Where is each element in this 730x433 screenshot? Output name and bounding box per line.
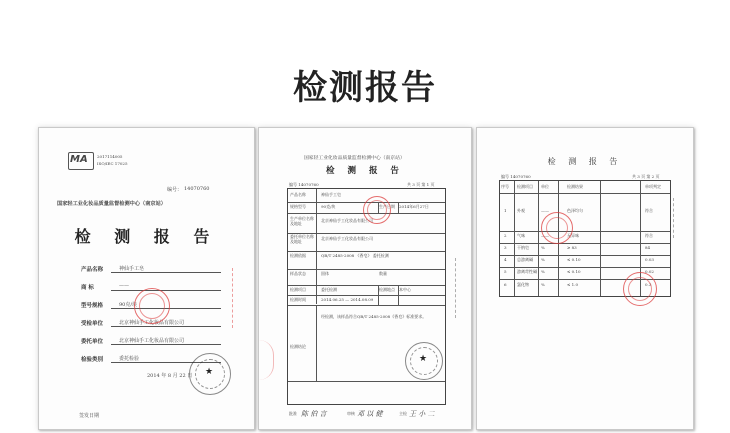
field-label: 检验类别 bbox=[81, 357, 104, 363]
cma-logo: MA bbox=[68, 152, 94, 170]
cell-item: 游离苛性碱 bbox=[517, 269, 537, 274]
edge-stamp bbox=[259, 340, 274, 380]
cell-verdict: 符合 bbox=[645, 208, 653, 213]
official-stamp bbox=[541, 212, 573, 244]
cell-result: ≤ 1.0 bbox=[567, 282, 578, 287]
report-no-label: 编号： bbox=[167, 187, 183, 193]
conclusion-text: 经检测，该样品符合QB/T 2485-2008《香皂》标准要求。 bbox=[321, 314, 427, 319]
cell-result: ≤ 0.10 bbox=[567, 269, 581, 274]
row-value: 北京神仙手工化妆品有限公司 bbox=[321, 236, 373, 241]
cell-unit: —— bbox=[541, 233, 549, 238]
cell-no: 3 bbox=[504, 245, 507, 250]
side-seal bbox=[455, 258, 472, 318]
cell-item: 气味 bbox=[517, 233, 525, 238]
cell-unit: % bbox=[541, 269, 545, 274]
row-label2: 检测地点 bbox=[379, 287, 395, 292]
row-value: 神仙手工皂 bbox=[321, 192, 341, 197]
report-details-page bbox=[258, 127, 472, 430]
row-value: QB/T 2485-2008 《香皂》 委托检测 bbox=[321, 253, 389, 258]
cell-verdict: 0.3 bbox=[645, 282, 652, 287]
cell-no: 4 bbox=[504, 257, 507, 262]
col-header: 单位 bbox=[541, 184, 549, 189]
row-value2: 2014年6月27日 bbox=[399, 204, 429, 209]
col-header: 检测结果 bbox=[567, 184, 583, 189]
official-stamp bbox=[363, 196, 391, 224]
cell-result: ≤ 0.10 bbox=[567, 257, 581, 262]
page-title: 检测报告 bbox=[293, 68, 437, 108]
page-info: 共 3 页 第 1 页 bbox=[407, 182, 435, 187]
cell-unit: % bbox=[541, 282, 545, 287]
field-label: 委托单位 bbox=[81, 339, 104, 345]
cover-title: 检 测 报 告 bbox=[74, 227, 219, 246]
conclusion-label: 检测结论 bbox=[290, 344, 306, 349]
cell-item: 氯化物 bbox=[517, 282, 529, 287]
row-label: 检测依据 bbox=[290, 253, 306, 258]
cell-unit: % bbox=[541, 257, 545, 262]
report-cover-page bbox=[38, 127, 255, 430]
institution-name: 国家轻工业化妆品质量监督检测中心（南京站） bbox=[304, 156, 405, 161]
cell-verdict: 0.02 bbox=[645, 269, 654, 274]
field-value: 委托检验 bbox=[119, 356, 140, 362]
institution-name: 国家轻工业化妆品质量监督检测中心（南京站） bbox=[57, 201, 166, 207]
field-value: 神仙手工皂 bbox=[119, 266, 145, 272]
row-label: 检测项目 bbox=[290, 287, 306, 292]
cell-unit: —— bbox=[541, 208, 549, 213]
field-value: 北京神仙手工化妆品有限公司 bbox=[119, 320, 185, 326]
cell-verdict: 0.03 bbox=[645, 257, 654, 262]
seal-stamp: ★ bbox=[189, 353, 231, 395]
row-label: 检测时间 bbox=[290, 297, 306, 302]
row-value: 北京神仙手工化妆品有限公司 bbox=[321, 218, 373, 223]
field-value: 北京神仙手工化妆品有限公司 bbox=[119, 338, 185, 344]
row-label2: 数量 bbox=[379, 271, 387, 276]
field-value: —— bbox=[119, 283, 129, 289]
row-value: 90克/块 bbox=[321, 204, 336, 209]
row-value: 2014.06.25 — 2014.08.09 bbox=[321, 297, 374, 302]
issue-date-label: 签发日期 bbox=[79, 413, 100, 419]
sig-label-review: 审核 bbox=[347, 411, 355, 416]
cell-result: 无异味 bbox=[567, 233, 579, 238]
cell-verdict: 84 bbox=[645, 245, 651, 250]
field-label: 商 标 bbox=[81, 285, 94, 291]
sig-label-approve: 批准 bbox=[289, 411, 297, 416]
cell-item: 总游离碱 bbox=[517, 257, 533, 262]
cma-text-1: 2017114005 bbox=[97, 154, 123, 159]
cell-no: 2 bbox=[504, 233, 507, 238]
side-seal bbox=[673, 198, 694, 238]
report-title: 检 测 报 告 bbox=[326, 166, 404, 176]
row-label: 样品状态 bbox=[290, 271, 306, 276]
signature-inspect: 王 小 二 bbox=[409, 410, 435, 418]
signature-approve: 陈 伯 言 bbox=[301, 410, 327, 418]
field-label: 型号规格 bbox=[81, 303, 104, 309]
official-stamp bbox=[134, 288, 170, 324]
report-no: 14070760 bbox=[184, 186, 210, 192]
official-stamp-2 bbox=[623, 272, 657, 306]
row-value2: 本中心 bbox=[399, 287, 411, 292]
seal-stamp: ★ bbox=[405, 342, 443, 380]
cell-item: 干钠皂 bbox=[517, 245, 529, 250]
side-seal bbox=[232, 268, 255, 328]
report-title: 检 测 报 告 bbox=[547, 157, 623, 166]
row-value: 固体 bbox=[321, 271, 329, 276]
field-value: 90克/块 bbox=[119, 302, 138, 308]
cma-text-2: ISO/IEC 17025 bbox=[97, 161, 128, 166]
row-label2: 生产日期 bbox=[379, 204, 395, 209]
report-no: 编号 14070760 bbox=[289, 182, 319, 187]
cell-result: 色泽均匀 bbox=[567, 208, 583, 213]
signature-review: 邓 以 健 bbox=[357, 410, 383, 418]
col-header: 单项判定 bbox=[645, 184, 661, 189]
cell-no: 1 bbox=[504, 208, 507, 213]
row-label: 产品名称 bbox=[290, 192, 306, 197]
page-info: 共 3 页 第 2 页 bbox=[632, 174, 660, 179]
sig-label-inspect: 主检 bbox=[399, 411, 407, 416]
report-no: 编号 14070760 bbox=[501, 174, 531, 179]
cell-result: ≥ 83 bbox=[567, 245, 577, 250]
cell-verdict: 符合 bbox=[645, 233, 653, 238]
row-label: 规格型号 bbox=[290, 204, 306, 209]
cell-no: 6 bbox=[504, 282, 507, 287]
field-label: 产品名称 bbox=[81, 267, 104, 273]
col-header: 序号 bbox=[501, 184, 509, 189]
row-label: 生产单位名称及地址 bbox=[290, 216, 314, 226]
report-results-page bbox=[476, 127, 694, 430]
cell-unit: % bbox=[541, 245, 545, 250]
cell-no: 5 bbox=[504, 269, 507, 274]
row-label: 委托单位名称及地址 bbox=[290, 234, 314, 244]
cell-item: 外观 bbox=[517, 208, 525, 213]
col-header: 检测项目 bbox=[517, 184, 533, 189]
row-value: 委托检测 bbox=[321, 287, 337, 292]
issue-date: 2014 年 8 月 22 日 bbox=[147, 373, 193, 379]
field-label: 受检单位 bbox=[81, 321, 104, 327]
